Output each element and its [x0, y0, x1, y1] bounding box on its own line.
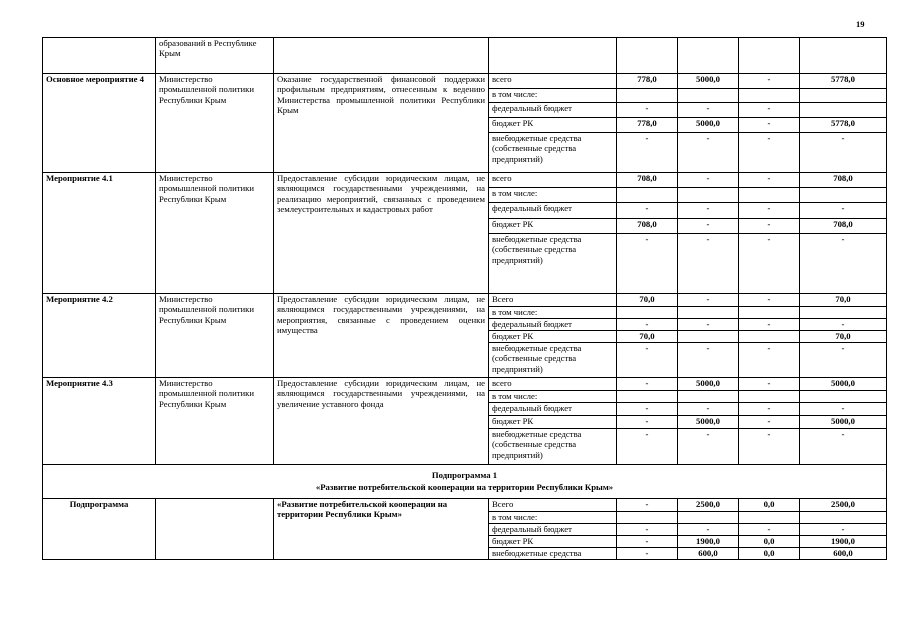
table-row — [43, 38, 887, 74]
value-cell: 0,0 — [739, 536, 800, 548]
value-cell: - — [678, 103, 739, 118]
description-cell: Предоставление субсидии юридическим лицам, не являющимся государственными учреждениями, на увеличение уставного фонда — [274, 378, 489, 465]
value-cell: 5000,0 — [678, 118, 739, 133]
value-cell: 2500,0 — [678, 499, 739, 512]
value-cell — [739, 331, 800, 343]
value-cell: - — [617, 429, 678, 465]
total-cell: 70,0 — [800, 331, 887, 343]
total-cell: 600,0 — [800, 548, 887, 560]
source-cell: бюджет РК — [489, 416, 617, 429]
subprogram-heading-line1: Подпрограмма 1 — [431, 470, 498, 480]
value-cell: - — [739, 203, 800, 219]
total-cell — [800, 391, 887, 403]
subprogram-heading-row — [43, 465, 887, 499]
value-cell: 708,0 — [617, 219, 678, 234]
value-cell: 5000,0 — [678, 416, 739, 429]
value-cell — [678, 188, 739, 203]
table-body — [43, 38, 887, 560]
value-cell: - — [739, 219, 800, 234]
value-cell: 0,0 — [739, 499, 800, 512]
source-cell: бюджет РК — [489, 118, 617, 133]
value-cell: - — [739, 133, 800, 173]
total-cell: 5000,0 — [800, 378, 887, 391]
description-cell: Предоставление субсидии юридическим лицам, не являющимся государственными учреждениями, на мероприятия, связанные с проведением оценки имущества — [274, 294, 489, 378]
value-cell: - — [739, 416, 800, 429]
value-cell: - — [617, 133, 678, 173]
total-cell — [800, 103, 887, 118]
executor-cell: образований в Республике Крым — [156, 38, 274, 74]
code-cell: Мероприятие 4.1 — [43, 173, 156, 294]
value-cell — [739, 512, 800, 524]
total-cell: 2500,0 — [800, 499, 887, 512]
value-cell: - — [739, 343, 800, 378]
total-cell — [800, 512, 887, 524]
value-cell: - — [739, 173, 800, 188]
executor-cell: Министерство промышленной политики Республики Крым — [156, 173, 274, 294]
value-cell — [739, 188, 800, 203]
source-cell: внебюджетные средства — [489, 548, 617, 560]
value-cell: - — [678, 294, 739, 307]
value-cell — [617, 307, 678, 319]
value-cell: - — [617, 378, 678, 391]
code-cell — [43, 38, 156, 74]
source-cell: внебюджетные средства (собственные средства предприятий) — [489, 133, 617, 173]
total-cell: - — [800, 524, 887, 536]
code-cell: Мероприятие 4.3 — [43, 378, 156, 465]
value-cell: 600,0 — [678, 548, 739, 560]
value-cell — [617, 512, 678, 524]
source-cell: федеральный бюджет — [489, 203, 617, 219]
description-cell: Оказание государственной финансовой поддержки профильным предприятиям, отнесенным к ведению Министерства промышленной политики Республики Крым — [274, 74, 489, 173]
source-cell — [489, 38, 617, 74]
value-cell — [617, 188, 678, 203]
table-row — [43, 378, 887, 391]
value-cell — [617, 89, 678, 103]
source-cell: внебюджетные средства (собственные средства предприятий) — [489, 234, 617, 294]
value-cell: - — [678, 403, 739, 416]
description-cell — [274, 38, 489, 74]
value-cell: 778,0 — [617, 74, 678, 89]
value-cell: - — [617, 499, 678, 512]
value-cell: - — [678, 203, 739, 219]
value-cell: - — [678, 234, 739, 294]
source-cell: федеральный бюджет — [489, 403, 617, 416]
total-cell: - — [800, 403, 887, 416]
value-cell — [678, 38, 739, 74]
value-cell: - — [739, 319, 800, 331]
value-cell: - — [617, 548, 678, 560]
value-cell — [739, 307, 800, 319]
table-row — [43, 74, 887, 89]
value-cell — [678, 89, 739, 103]
value-cell: - — [617, 103, 678, 118]
value-cell: 5000,0 — [678, 378, 739, 391]
table-row — [43, 173, 887, 188]
total-cell: - — [800, 133, 887, 173]
total-cell — [800, 307, 887, 319]
value-cell — [678, 512, 739, 524]
subprogram-heading-line2: «Развитие потребительской кооперации на территории Республики Крым» — [315, 481, 614, 492]
value-cell: - — [739, 378, 800, 391]
value-cell: - — [678, 429, 739, 465]
total-cell: - — [800, 203, 887, 219]
code-cell: Подпрограмма — [43, 499, 156, 560]
total-cell: - — [800, 343, 887, 378]
source-cell: федеральный бюджет — [489, 524, 617, 536]
total-cell — [800, 38, 887, 74]
value-cell — [617, 391, 678, 403]
value-cell — [739, 89, 800, 103]
value-cell: - — [617, 203, 678, 219]
subprogram-heading — [43, 465, 887, 499]
value-cell: - — [617, 234, 678, 294]
value-cell: - — [739, 103, 800, 118]
source-cell: внебюджетные средства (собственные средства предприятий) — [489, 429, 617, 465]
source-cell: бюджет РК — [489, 536, 617, 548]
code-cell: Основное мероприятие 4 — [43, 74, 156, 173]
source-cell: в том числе: — [489, 512, 617, 524]
total-cell: 5778,0 — [800, 74, 887, 89]
source-cell: в том числе: — [489, 307, 617, 319]
value-cell — [739, 38, 800, 74]
source-cell: всего — [489, 74, 617, 89]
executor-cell — [156, 499, 274, 560]
value-cell — [617, 38, 678, 74]
value-cell: - — [617, 524, 678, 536]
total-cell: 70,0 — [800, 294, 887, 307]
value-cell — [739, 391, 800, 403]
total-cell: 708,0 — [800, 219, 887, 234]
value-cell: - — [739, 524, 800, 536]
total-cell: 1900,0 — [800, 536, 887, 548]
source-cell: федеральный бюджет — [489, 103, 617, 118]
value-cell: - — [739, 74, 800, 89]
total-cell: 5000,0 — [800, 416, 887, 429]
value-cell: - — [739, 403, 800, 416]
value-cell: - — [617, 416, 678, 429]
value-cell: 0,0 — [739, 548, 800, 560]
value-cell: - — [678, 343, 739, 378]
value-cell: - — [617, 319, 678, 331]
total-cell: - — [800, 429, 887, 465]
value-cell: - — [678, 173, 739, 188]
source-cell: всего — [489, 173, 617, 188]
value-cell: - — [678, 524, 739, 536]
code-cell: Мероприятие 4.2 — [43, 294, 156, 378]
source-cell: в том числе: — [489, 188, 617, 203]
source-cell: бюджет РК — [489, 219, 617, 234]
value-cell: - — [678, 219, 739, 234]
source-cell: Всего — [489, 294, 617, 307]
value-cell: - — [739, 429, 800, 465]
source-cell: в том числе: — [489, 391, 617, 403]
source-cell: федеральный бюджет — [489, 319, 617, 331]
value-cell — [678, 307, 739, 319]
value-cell: - — [739, 294, 800, 307]
value-cell: - — [678, 133, 739, 173]
source-cell: в том числе: — [489, 89, 617, 103]
value-cell — [678, 331, 739, 343]
value-cell: 70,0 — [617, 294, 678, 307]
value-cell: 5000,0 — [678, 74, 739, 89]
total-cell: 708,0 — [800, 173, 887, 188]
table-row — [43, 499, 887, 512]
executor-cell: Министерство промышленной политики Республики Крым — [156, 378, 274, 465]
executor-cell: Министерство промышленной политики Республики Крым — [156, 294, 274, 378]
value-cell: - — [617, 403, 678, 416]
budget-table — [42, 37, 887, 560]
value-cell: 70,0 — [617, 331, 678, 343]
value-cell: - — [739, 234, 800, 294]
value-cell: - — [617, 536, 678, 548]
total-cell — [800, 188, 887, 203]
source-cell: Всего — [489, 499, 617, 512]
description-cell: Предоставление субсидии юридическим лицам, не являющимся государственными учреждениями, на реализацию мероприятий, связанных с проведением землеустроительных и кадастровых работ — [274, 173, 489, 294]
total-cell: 5778,0 — [800, 118, 887, 133]
value-cell: - — [678, 319, 739, 331]
value-cell: - — [617, 343, 678, 378]
total-cell: - — [800, 319, 887, 331]
source-cell: всего — [489, 378, 617, 391]
value-cell: 708,0 — [617, 173, 678, 188]
value-cell: - — [739, 118, 800, 133]
source-cell: бюджет РК — [489, 331, 617, 343]
total-cell: - — [800, 234, 887, 294]
value-cell — [678, 391, 739, 403]
page-number: 19 — [856, 19, 865, 29]
total-cell — [800, 89, 887, 103]
value-cell: 778,0 — [617, 118, 678, 133]
source-cell: внебюджетные средства (собственные средства предприятий) — [489, 343, 617, 378]
table-row — [43, 294, 887, 307]
executor-cell: Министерство промышленной политики Республики Крым — [156, 74, 274, 173]
description-cell: «Развитие потребительской кооперации на территории Республики Крым» — [274, 499, 489, 560]
value-cell: 1900,0 — [678, 536, 739, 548]
